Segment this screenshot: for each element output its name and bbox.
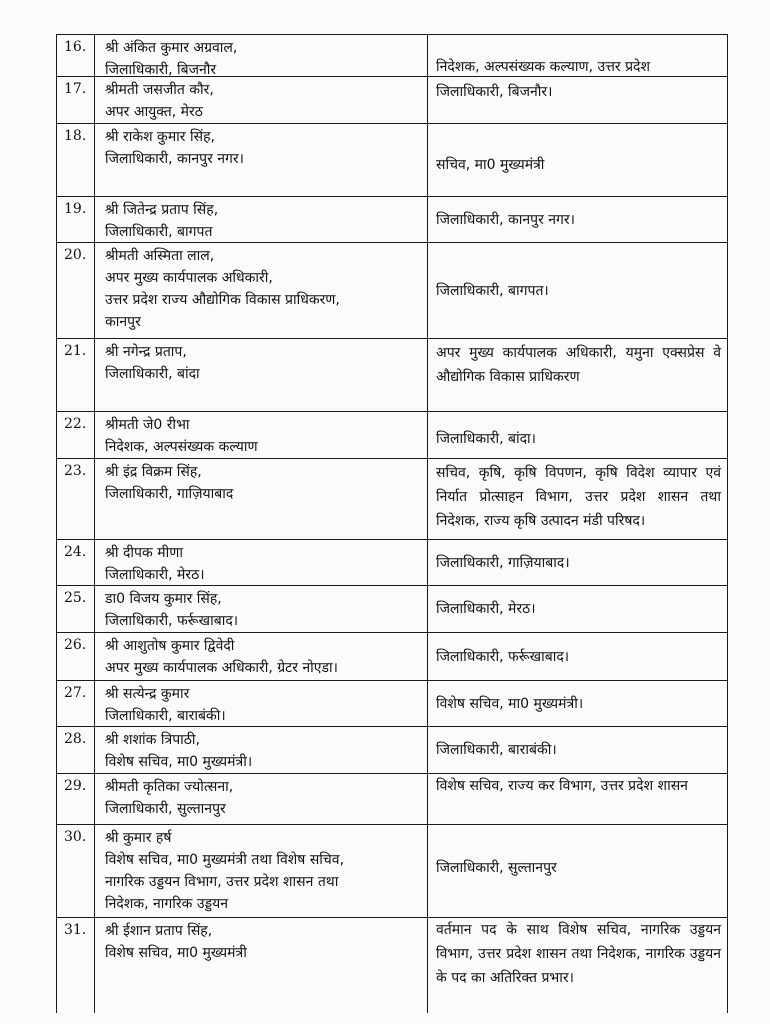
current-post: अपर मुख्य कार्यपालक अधिकारी,	[105, 270, 273, 286]
current-post: जिलाधिकारी, बाराबंकी।	[105, 708, 226, 724]
officer-details	[95, 77, 428, 123]
serial-number: 24.	[57, 540, 95, 586]
serial-number: 28.	[57, 727, 95, 773]
officer-details	[95, 825, 428, 917]
new-post: सचिव, मा0 मुख्यमंत्री	[436, 157, 545, 173]
officer-name: डा0 विजय कुमार सिंह,	[105, 591, 222, 607]
officer-details	[95, 918, 428, 1013]
new-post-cell	[428, 727, 727, 773]
officer-details	[95, 35, 428, 81]
new-post-cell	[428, 586, 727, 632]
officer-name: श्री राकेश कुमार सिंह,	[105, 129, 215, 145]
officer-details	[95, 540, 428, 586]
new-post-cell	[428, 633, 727, 680]
officer-name: श्री ईशान प्रताप सिंह,	[105, 923, 213, 939]
table-row	[57, 586, 727, 633]
new-post: जिलाधिकारी, बागपत।	[436, 282, 549, 299]
new-post: जिलाधिकारी, बाराबंकी।	[436, 742, 557, 758]
new-post: जिलाधिकारी, बांदा।	[436, 431, 536, 447]
table-row	[57, 339, 727, 412]
officer-details	[95, 633, 428, 680]
officer-name: श्री कुमार हर्ष	[105, 830, 172, 846]
new-post: विशेष सचिव, राज्य कर विभाग, उत्तर प्रदेश शासन	[436, 778, 688, 794]
current-post: विशेष सचिव, मा0 मुख्यमंत्री।	[105, 754, 253, 770]
current-post: जिलाधिकारी, फर्रूखाबाद।	[105, 613, 239, 629]
current-post: जिलाधिकारी, गाज़ियाबाद	[105, 486, 234, 502]
table-row	[57, 540, 727, 586]
new-post-cell	[428, 412, 727, 458]
new-post: सचिव, कृषि, कृषि विपणन, कृषि विदेश व्यापार एवं निर्यात प्रोत्साहन विभाग, उत्तर प्रदेश शासन तथा निदेशक, राज्य कृषि उत्पादन मंडी परिषद।	[436, 465, 721, 529]
new-post: वर्तमान पद के साथ विशेष सचिव, नागरिक उड्डयन विभाग, उत्तर प्रदेश शासन तथा निदेशक, नागरिक उड्डयन के पद का अतिरिक्त प्रभार।	[436, 922, 721, 986]
serial-number: 30.	[57, 825, 95, 917]
table-row	[57, 825, 727, 918]
officer-name: श्रीमती कृतिका ज्योत्सना,	[105, 779, 234, 795]
serial-number: 20.	[57, 243, 95, 338]
new-post-cell	[428, 124, 727, 196]
new-post-cell	[428, 339, 727, 411]
current-post: अपर मुख्य कार्यपालक अधिकारी, ग्रेटर नोएडा।	[105, 660, 338, 676]
new-post: जिलाधिकारी, गाज़ियाबाद।	[436, 555, 570, 571]
new-post-cell	[428, 197, 727, 243]
current-post: निदेशक, अल्पसंख्यक कल्याण	[105, 439, 258, 455]
serial-number: 27.	[57, 681, 95, 727]
new-post-cell	[428, 540, 727, 586]
serial-number: 16.	[57, 35, 95, 81]
current-post-line-2: उत्तर प्रदेश राज्य औद्योगिक विकास प्राधिकरण,	[105, 292, 340, 308]
new-post: जिलाधिकारी, सुल्तानपुर	[436, 860, 557, 876]
transfer-table	[56, 34, 728, 1013]
table-row	[57, 918, 727, 1013]
current-post-line-2: नागरिक उड्डयन विभाग, उत्तर प्रदेश शासन तथा	[105, 874, 339, 890]
new-post: जिलाधिकारी, फर्रूखाबाद।	[436, 648, 570, 665]
serial-number: 17.	[57, 77, 95, 123]
current-post: जिलाधिकारी, कानपुर नगर।	[105, 151, 244, 167]
table-row	[57, 633, 727, 681]
table-row	[57, 412, 727, 459]
new-post-cell	[428, 681, 727, 727]
new-post-cell	[428, 774, 727, 824]
officer-name: श्री जितेन्द्र प्रताप सिंह,	[105, 202, 219, 218]
serial-number: 26.	[57, 633, 95, 680]
officer-name: श्रीमती जसजीत कौर,	[105, 82, 214, 98]
table-row	[57, 681, 727, 727]
table-row	[57, 243, 727, 339]
officer-details	[95, 339, 428, 411]
new-post: जिलाधिकारी, कानपुर नगर।	[436, 212, 575, 228]
officer-details	[95, 774, 428, 824]
new-post-cell	[428, 459, 727, 539]
officer-name: श्री नगेन्द्र प्रताप,	[105, 344, 187, 360]
table-row	[57, 727, 727, 774]
current-post: विशेष सचिव, मा0 मुख्यमंत्री तथा विशेष सचिव,	[105, 852, 345, 868]
current-post-line-3: निदेशक, नागरिक उड्डयन	[105, 896, 228, 912]
officer-details	[95, 727, 428, 773]
table-row	[57, 197, 727, 243]
new-post: जिलाधिकारी, मेरठ।	[436, 601, 536, 617]
new-post: अपर मुख्य कार्यपालक अधिकारी, यमुना एक्सप्रेस वे औद्योगिक विकास प्राधिकरण	[436, 345, 721, 385]
officer-name: श्री इंद्र विक्रम सिंह,	[105, 464, 202, 480]
current-post: जिलाधिकारी, सुल्तानपुर	[105, 801, 226, 817]
current-post: जिलाधिकारी, बांदा	[105, 366, 200, 382]
new-post-cell	[428, 243, 727, 338]
officer-details	[95, 412, 428, 458]
serial-number: 25.	[57, 586, 95, 632]
new-post: विशेष सचिव, मा0 मुख्यमंत्री।	[436, 696, 584, 712]
table-row	[57, 124, 727, 197]
new-post: जिलाधिकारी, बिजनौर।	[436, 84, 553, 100]
serial-number: 19.	[57, 197, 95, 243]
current-post: जिलाधिकारी, बागपत	[105, 224, 213, 240]
new-post-cell	[428, 825, 727, 917]
officer-name: श्रीमती अस्मिता लाल,	[105, 248, 215, 264]
serial-number: 23.	[57, 459, 95, 539]
table-row	[57, 459, 727, 540]
officer-details	[95, 586, 428, 632]
table-row	[57, 774, 727, 825]
current-post: जिलाधिकारी, मेरठ।	[105, 567, 205, 583]
officer-name: श्री दीपक मीणा	[105, 545, 183, 561]
current-post: जिलाधिकारी, बिजनौर	[105, 62, 217, 78]
new-post-cell	[428, 77, 727, 123]
officer-name: श्रीमती जे0 रीभा	[105, 417, 190, 433]
current-post: अपर आयुक्त, मेरठ	[105, 104, 203, 120]
new-post-cell	[428, 35, 727, 81]
officer-details	[95, 197, 428, 243]
table-row	[57, 35, 727, 77]
officer-name: श्री शशांक त्रिपाठी,	[105, 732, 200, 748]
current-post-line-3: कानपुर	[105, 314, 141, 330]
serial-number: 29.	[57, 774, 95, 824]
serial-number: 31.	[57, 918, 95, 1013]
officer-details	[95, 124, 428, 196]
new-post-cell	[428, 918, 727, 1013]
serial-number: 22.	[57, 412, 95, 458]
serial-number: 18.	[57, 124, 95, 196]
serial-number: 21.	[57, 339, 95, 411]
officer-name: श्री सत्येन्द्र कुमार	[105, 686, 190, 702]
officer-name: श्री आशुतोष कुमार द्विवेदी	[105, 638, 235, 654]
current-post: विशेष सचिव, मा0 मुख्यमंत्री	[105, 945, 247, 961]
officer-name: श्री अंकित कुमार अग्रवाल,	[105, 40, 238, 56]
table-row	[57, 77, 727, 124]
officer-details	[95, 459, 428, 539]
new-post: निदेशक, अल्पसंख्यक कल्याण, उत्तर प्रदेश	[436, 59, 650, 75]
officer-details	[95, 681, 428, 727]
officer-details	[95, 243, 428, 338]
